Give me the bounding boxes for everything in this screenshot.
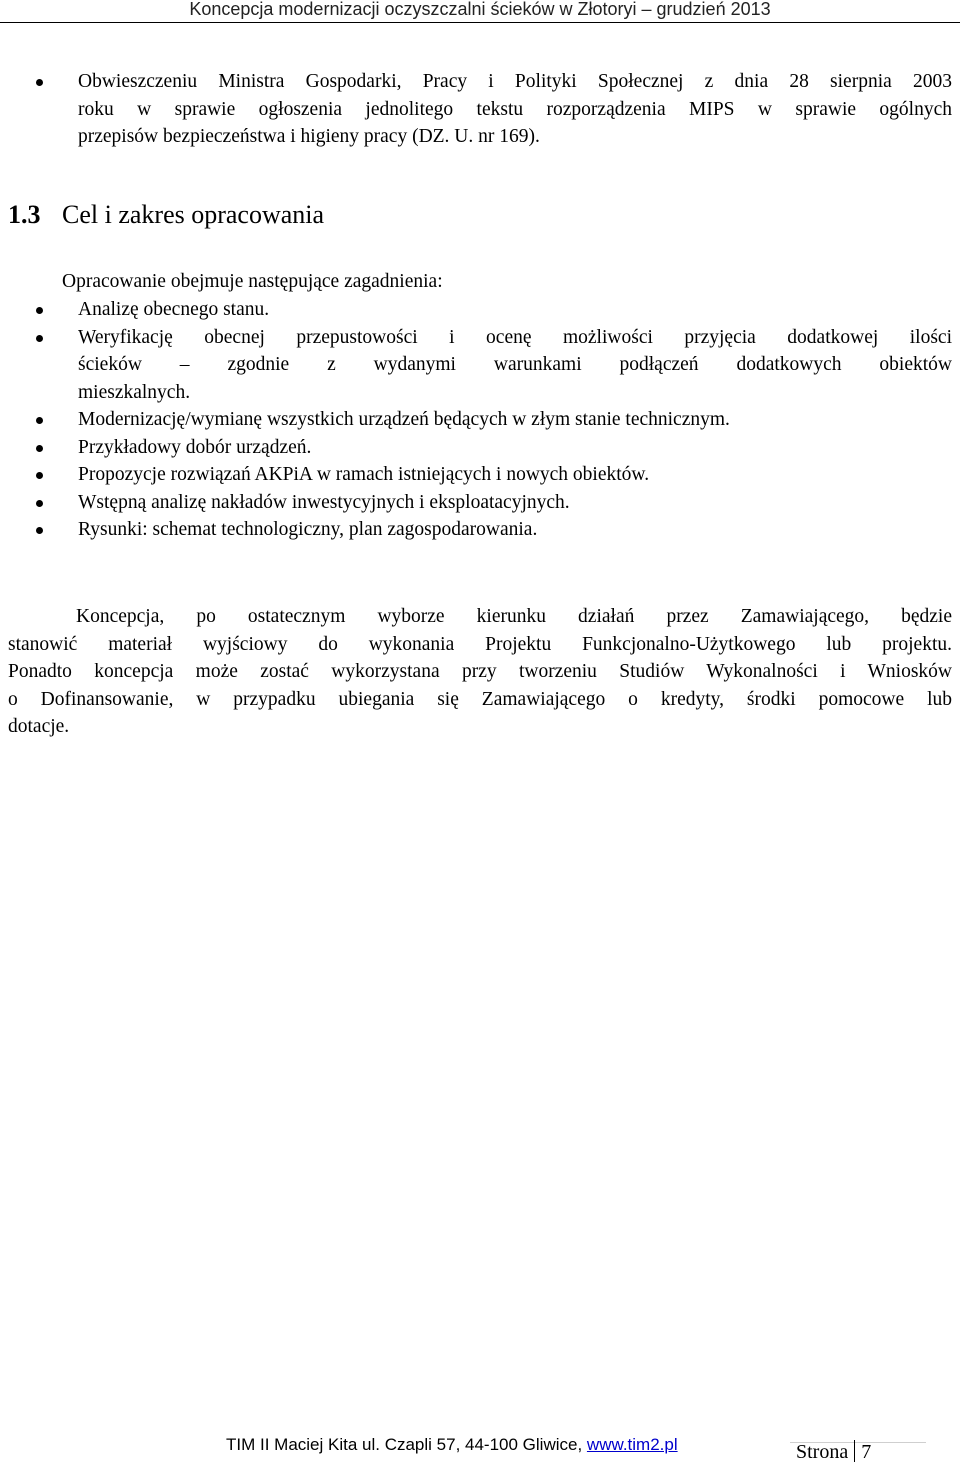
list-item — [0, 461, 960, 489]
list-item-line: roku w sprawie ogłoszenia jednolitego tekstu rozporządzenia MIPS w sprawie ogólnych — [78, 98, 952, 120]
intro-text: Opracowanie obejmuje następujące zagadnienia: — [62, 271, 443, 292]
page-label: Strona — [796, 1441, 849, 1463]
header-rule — [0, 22, 960, 23]
section-heading — [8, 199, 324, 231]
paragraph-line: Ponadto koncepcja może zostać wykorzystana przy tworzeniu Studiów Wykonalności i Wniosków — [8, 661, 952, 682]
bullet-icon — [36, 472, 43, 479]
paragraph-line: Koncepcja, po ostatecznym wyborze kierunku działań przez Zamawiającego, będzie — [76, 606, 952, 627]
scope-list — [0, 296, 960, 544]
bullet-icon — [36, 79, 43, 86]
list-item — [0, 516, 960, 544]
list-item — [0, 296, 960, 324]
page-separator — [854, 1440, 855, 1462]
list-item-line: przepisów bezpieczeństwa i higieny pracy (DZ. U. nr 169). — [78, 126, 540, 147]
bullet-icon — [36, 307, 43, 314]
list-item-line: mieszkalnych. — [78, 381, 191, 403]
body-paragraph — [8, 603, 952, 741]
list-item — [0, 489, 960, 517]
bullet-icon — [36, 417, 43, 424]
section-number: 1.3 — [8, 200, 41, 229]
list-item — [0, 324, 960, 407]
bullet-icon — [36, 527, 43, 534]
page-number-box — [796, 1440, 871, 1464]
paragraph-line: dotacje. — [8, 716, 70, 737]
bullet-icon — [36, 445, 43, 452]
list-item-line: Modernizację/wymianę wszystkich urządzeń będących w złym stanie technicznym. — [78, 409, 730, 430]
bullet-icon — [36, 335, 43, 342]
section-title: Cel i zakres opracowania — [62, 200, 325, 229]
list-item-line: Propozycje rozwiązań AKPiA w ramach istniejących i nowych obiektów. — [78, 464, 650, 485]
list-item — [0, 434, 960, 462]
running-header: Koncepcja modernizacji oczyszczalni ścieków w Złotoryi – grudzień 2013 — [189, 0, 771, 19]
footer-company: TIM II Maciej Kita ul. Czapli 57, 44-100 Gliwice, — [226, 1435, 587, 1454]
page-number: 7 — [861, 1441, 872, 1463]
footer-website-link[interactable]: www.tim2.pl — [586, 1435, 678, 1454]
paragraph-line: o Dofinansowanie, w przypadku ubiegania się Zamawiającego o kredyty, środki pomocowe lub — [8, 688, 952, 710]
list-item-line: ścieków – zgodnie z wydanymi warunkami podłączeń dodatkowych obiektów — [78, 354, 952, 375]
list-item-line: Analizę obecnego stanu. — [78, 299, 270, 320]
page-footer — [226, 1435, 678, 1455]
list-item-line: Obwieszczeniu Ministra Gospodarki, Pracy i Polityki Społecznej z dnia 28 sierpnia 2003 — [78, 71, 952, 92]
bullet-icon — [36, 500, 43, 507]
list-item — [0, 406, 960, 434]
paragraph-line: stanowić materiał wyjściowy do wykonania Projektu Funkcjonalno-Użytkowego lub projektu. — [8, 633, 952, 655]
list-item-line: Przykładowy dobór urządzeń. — [78, 436, 312, 458]
list-item-line: Rysunki: schemat technologiczny, plan zagospodarowania. — [78, 519, 538, 540]
list-item-line: Wstępną analizę nakładów inwestycyjnych i eksploatacyjnych. — [78, 491, 570, 513]
list-item — [0, 68, 960, 151]
list-item-line: Weryfikację obecnej przepustowości i ocenę możliwości przyjęcia dodatkowej ilości — [78, 326, 952, 348]
regulation-list — [0, 68, 960, 151]
